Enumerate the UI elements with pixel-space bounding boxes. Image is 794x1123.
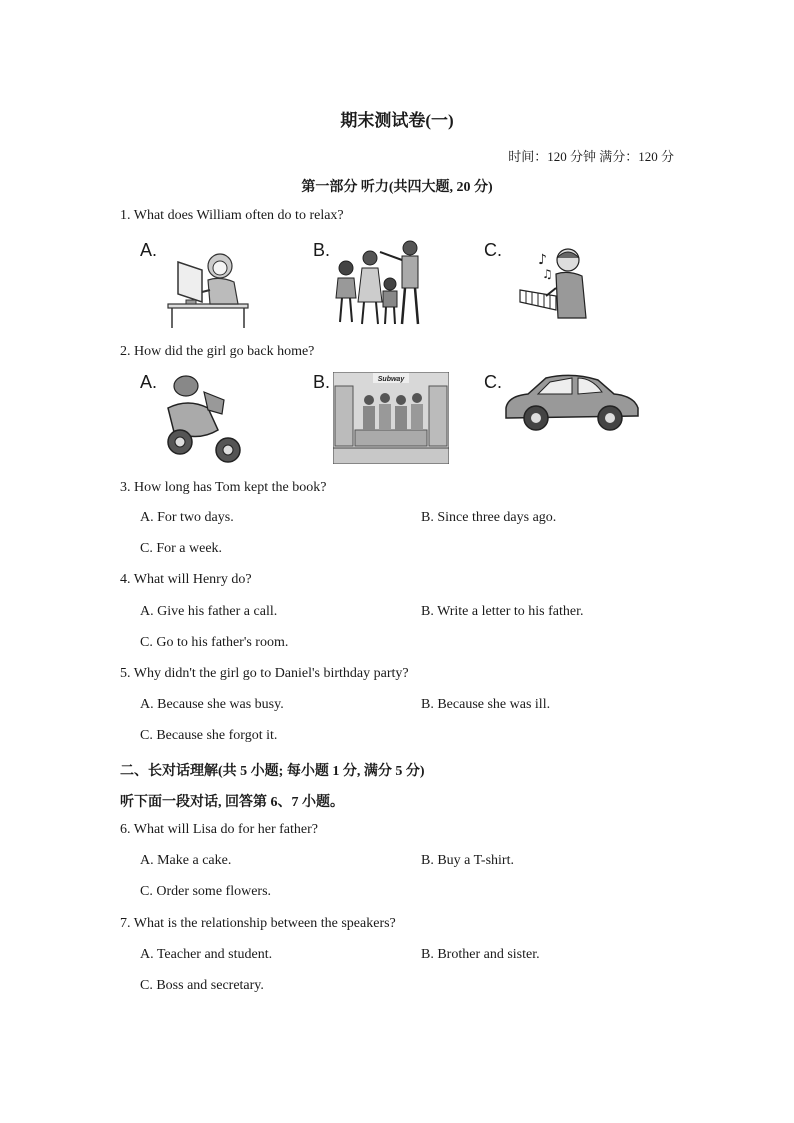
q3-option-b: B. Since three days ago. [421,510,557,525]
question-2: 2. How did the girl go back home? [120,344,315,359]
question-1: 1. What does William often do to relax? [120,208,344,223]
question-4: 4. What will Henry do? [120,572,252,587]
svg-text:♪: ♪ [538,252,547,268]
piano-picture [516,244,592,330]
q3-option-c: C. For a week. [140,541,223,556]
page-title: 期末测试卷(一) [340,111,454,130]
q2-option-c-label: C. [484,372,502,392]
q1-option-c-label: C. [484,240,502,260]
question-7: 7. What is the relationship between the speakers? [120,916,396,931]
q7-option-a: A. Teacher and student. [140,947,273,962]
q6-option-c: C. Order some flowers. [140,884,272,899]
q7-option-b: B. Brother and sister. [421,947,540,962]
family-dancing-picture [330,238,426,330]
question-5: 5. Why didn't the girl go to Daniel's birthday party? [120,666,409,681]
part1-heading: 第一部分 听力(共四大题, 20 分) [301,180,493,195]
section2-heading: 二、长对话理解(共 5 小题; 每小题 1 分, 满分 5 分) [120,764,425,779]
q1-option-a-label: A. [140,240,158,260]
car-picture [502,368,642,436]
subway-picture [333,372,449,464]
q1-option-b-label: B. [313,240,331,260]
q3-option-a: A. For two days. [140,510,234,525]
q4-option-b: B. Write a letter to his father. [421,604,584,619]
q6-option-b: B. Buy a T-shirt. [421,853,514,868]
q5-option-b: B. Because she was ill. [421,697,551,712]
subway-sign: Subway [377,376,405,383]
q6-option-a: A. Make a cake. [140,853,232,868]
section2-instruction: 听下面一段对话, 回答第 6、7 小题。 [120,795,344,810]
q5-option-a: A. Because she was busy. [140,697,284,712]
computer-picture [162,248,252,330]
svg-text:♫: ♫ [542,267,553,281]
question-6: 6. What will Lisa do for her father? [120,822,319,837]
motorbike-picture [158,372,246,464]
q4-option-c: C. Go to his father's room. [140,635,289,650]
q5-option-c: C. Because she forgot it. [140,728,278,743]
q4-option-a: A. Give his father a call. [140,604,278,619]
q7-option-c: C. Boss and secretary. [140,978,264,993]
q2-option-b-label: B. [313,372,331,392]
time-and-score-info: 时间：120 分钟 满分：120 分 [508,149,674,164]
question-3: 3. How long has Tom kept the book? [120,480,327,495]
q2-option-a-label: A. [140,372,158,392]
